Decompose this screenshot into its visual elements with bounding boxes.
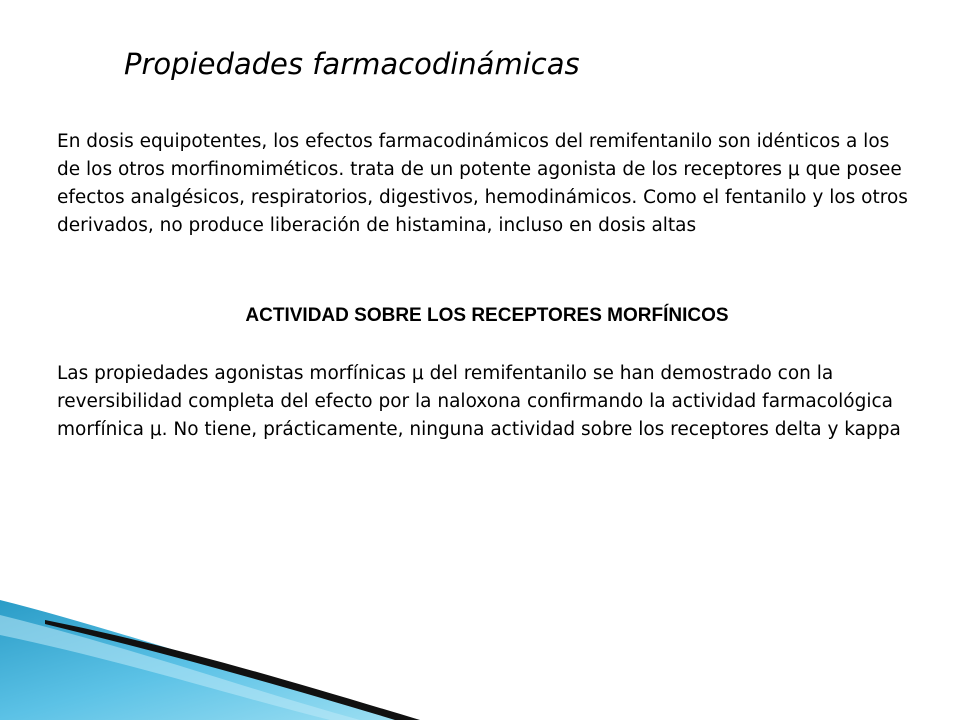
slide-title: Propiedades farmacodinámicas bbox=[124, 47, 580, 81]
body-paragraph-2: Las propiedades agonistas morfínicas μ del remifentanilo se han demostrado con la reversibilidad completa del efecto por la naloxona confirmando la actividad farmacológica morfínica μ. No tiene, prácticamente, ninguna actividad sobre los receptores delta y kappa bbox=[57, 363, 901, 440]
corner-swoosh-decoration bbox=[0, 560, 460, 720]
body-paragraph-1: En dosis equipotentes, los efectos farmacodinámicos del remifentanilo son idénticos a los de los otros morfinomiméticos. trata de un potente agonista de los receptores μ que posee efectos analgésicos, respiratorios, digestivos, hemodinámicos. Como el fentanilo y los otros derivados, no produce liberación de histamina, incluso en dosis altas bbox=[57, 131, 908, 236]
section-subheading: ACTIVIDAD SOBRE LOS RECEPTORES MORFÍNICOS bbox=[245, 305, 729, 326]
